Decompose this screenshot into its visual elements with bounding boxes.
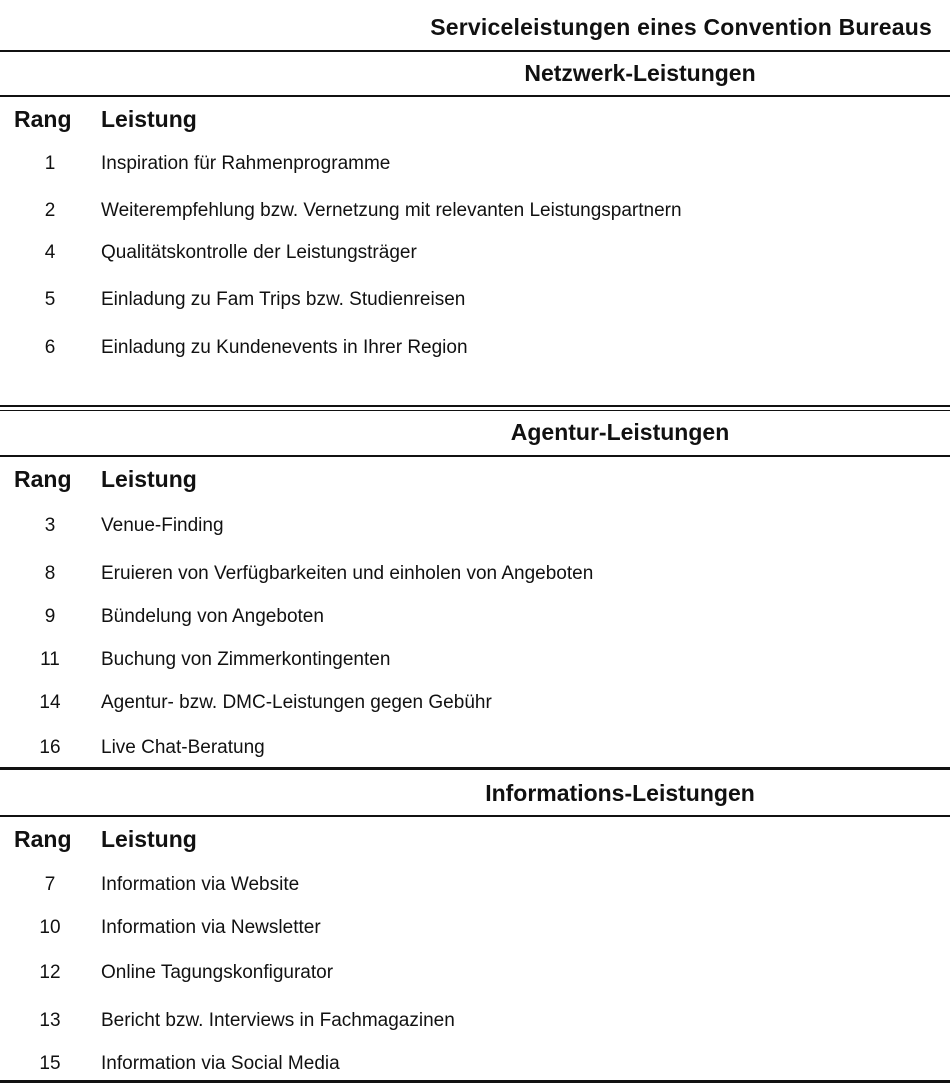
rank-cell: 2	[44, 200, 56, 221]
section-divider	[0, 815, 950, 817]
service-cell: Buchung von Zimmerkontingenten	[101, 649, 391, 670]
rank-cell: 10	[39, 917, 61, 938]
service-cell: Qualitätskontrolle der Leistungsträger	[101, 242, 417, 263]
section-divider	[0, 95, 950, 97]
rank-cell: 15	[39, 1053, 61, 1074]
rank-cell: 5	[44, 289, 56, 310]
service-cell: Live Chat-Beratung	[101, 737, 265, 758]
rank-cell: 8	[44, 563, 56, 584]
service-cell: Agentur- bzw. DMC-Leistungen gegen Gebühr	[101, 692, 492, 713]
rank-cell: 9	[44, 606, 56, 627]
section-divider	[0, 455, 950, 457]
service-cell: Information via Newsletter	[101, 917, 321, 938]
section-title-netzwerk: Netzwerk-Leistungen	[524, 60, 756, 86]
rank-cell: 6	[44, 337, 56, 358]
service-column-header: Leistung	[101, 466, 197, 492]
rank-cell: 1	[44, 153, 56, 174]
service-cell: Online Tagungskonfigurator	[101, 962, 334, 983]
page-title: Serviceleistungen eines Convention Bureaus	[430, 14, 932, 40]
service-cell: Information via Social Media	[101, 1053, 340, 1074]
service-cell: Weiterempfehlung bzw. Vernetzung mit relevanten Leistungspartnern	[101, 200, 682, 221]
service-cell: Bündelung von Angeboten	[101, 606, 324, 627]
service-cell: Einladung zu Kundenevents in Ihrer Region	[101, 337, 468, 358]
rank-column-header: Rang	[14, 106, 72, 132]
section-title-informationen: Informations-Leistungen	[485, 780, 755, 806]
table-bottom-border	[0, 1080, 950, 1083]
section-divider	[0, 405, 950, 407]
service-cell: Einladung zu Fam Trips bzw. Studienreisen	[101, 289, 466, 310]
rank-cell: 3	[44, 515, 56, 536]
rank-cell: 7	[44, 874, 56, 895]
service-cell: Venue-Finding	[101, 515, 224, 536]
rank-cell: 4	[44, 242, 56, 263]
rank-cell: 14	[39, 692, 61, 713]
service-cell: Eruieren von Verfügbarkeiten und einholen von Angeboten	[101, 563, 594, 584]
section-title-agentur: Agentur-Leistungen	[510, 419, 730, 445]
service-column-header: Leistung	[101, 826, 197, 852]
section-divider	[0, 410, 950, 411]
service-cell: Inspiration für Rahmenprogramme	[101, 153, 391, 174]
rank-cell: 13	[39, 1010, 61, 1031]
service-column-header: Leistung	[101, 106, 197, 132]
service-cell: Bericht bzw. Interviews in Fachmagazinen	[101, 1010, 455, 1031]
rank-cell: 16	[39, 737, 61, 758]
title-divider	[0, 50, 950, 52]
section-divider	[0, 767, 950, 770]
rank-cell: 12	[39, 962, 61, 983]
rank-column-header: Rang	[14, 466, 72, 492]
rank-cell: 11	[40, 649, 60, 670]
rank-column-header: Rang	[14, 826, 72, 852]
service-cell: Information via Website	[101, 874, 300, 895]
